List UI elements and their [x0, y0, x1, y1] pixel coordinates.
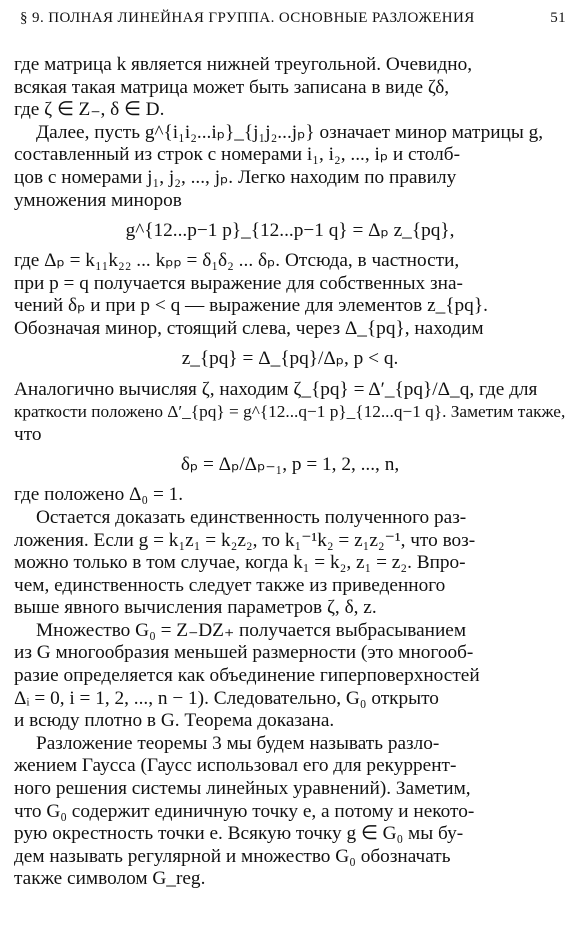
text-line: также символом G_reg. [14, 868, 206, 890]
running-header [20, 10, 566, 27]
text-line: умножения миноров [14, 189, 182, 211]
text-line: и всюду плотно в G. Теорема доказана. [14, 710, 335, 732]
text-line: ложения. Если g = k₁z₁ = k₂z₂, то k₁⁻¹k₂ = z₁z₂⁻¹, что воз- [14, 529, 476, 551]
text-line: разие определяется как объединение гиперповерхностей [14, 665, 480, 687]
text-line: где положено Δ₀ = 1. [14, 484, 184, 506]
display-formula: g^{12...p−1 p}_{12...p−1 q} = Δₚ z_{pq}, [125, 219, 455, 241]
text-line: выше явного вычисления параметров ζ, δ, z. [14, 597, 377, 619]
text-line: дем называть регулярной и множество G₀ обозначать [14, 845, 451, 867]
text-line: Аналогично вычисляя ζ, находим ζ_{pq} = Δ′_{pq}/Δ_q, где для [14, 378, 538, 400]
text-line: составленный из строк с номерами i₁, i₂, ..., iₚ и столб- [14, 144, 461, 166]
text-line: краткости положено Δ′_{pq} = g^{12...q−1 p}_{12...q−1 q}. Заметим также, [14, 402, 566, 422]
text-line: при p = q получается выражение для собственных зна- [14, 272, 463, 294]
page-number: 51 [550, 10, 566, 26]
text-line: из G многообразия меньшей размерности (это многооб- [14, 642, 474, 664]
text-line: что G₀ содержит единичную точку e, а потому и некото- [14, 800, 475, 822]
text-line: Остается доказать единственность полученного раз- [36, 506, 467, 528]
text-line: Далее, пусть g^{i₁i₂...iₚ}_{j₁j₂...jₚ} означает минор матрицы g, [36, 121, 544, 143]
text-line: где матрица k является нижней треугольной. Очевидно, [14, 54, 473, 75]
text-line: чений δₚ и при p < q — выражение для элементов z_{pq}. [14, 295, 488, 317]
text-line: что [14, 423, 42, 445]
text-line: ного решения системы линейных уравнений). Заметим, [14, 778, 471, 800]
display-formula: z_{pq} = Δ_{pq}/Δₚ, p < q. [181, 348, 399, 370]
page-body [14, 54, 566, 891]
running-title: § 9. ПОЛНАЯ ЛИНЕЙНАЯ ГРУППА. ОСНОВНЫЕ РАЗЛОЖЕНИЯ [20, 10, 475, 26]
text-line: можно только в том случае, когда k₁ = k₂, z₁ = z₂. Впро- [14, 552, 466, 574]
text-line: жением Гаусса (Гаусс использовал его для рекуррент- [14, 755, 457, 777]
text-line: чем, единственность следует также из приведенного [14, 574, 446, 596]
text-line: цов с номерами j₁, j₂, ..., jₚ. Легко находим по правилу [14, 166, 457, 188]
text-line: рую окрестность точки e. Всякую точку g ∈ G₀ мы бу- [14, 823, 464, 845]
text-line: Множество G₀ = Z₋DZ₊ получается выбрасыванием [36, 619, 467, 641]
text-line: всякая такая матрица может быть записана в виде ζδ, [14, 76, 450, 98]
display-formula: δₚ = Δₚ/Δₚ₋₁, p = 1, 2, ..., n, [180, 454, 400, 476]
text-line: Обозначая минор, стоящий слева, через Δ_{pq}, находим [14, 317, 484, 339]
text-line: где ζ ∈ Z₋, δ ∈ D. [14, 99, 165, 121]
text-line: Разложение теоремы 3 мы будем называть разло- [36, 732, 440, 754]
text-line: где Δₚ = k₁₁k₂₂ ... kₚₚ = δ₁δ₂ ... δₚ. Отсюда, в частности, [14, 250, 460, 272]
text-line: Δᵢ = 0, i = 1, 2, ..., n − 1). Следовательно, G₀ открыто [14, 687, 439, 709]
